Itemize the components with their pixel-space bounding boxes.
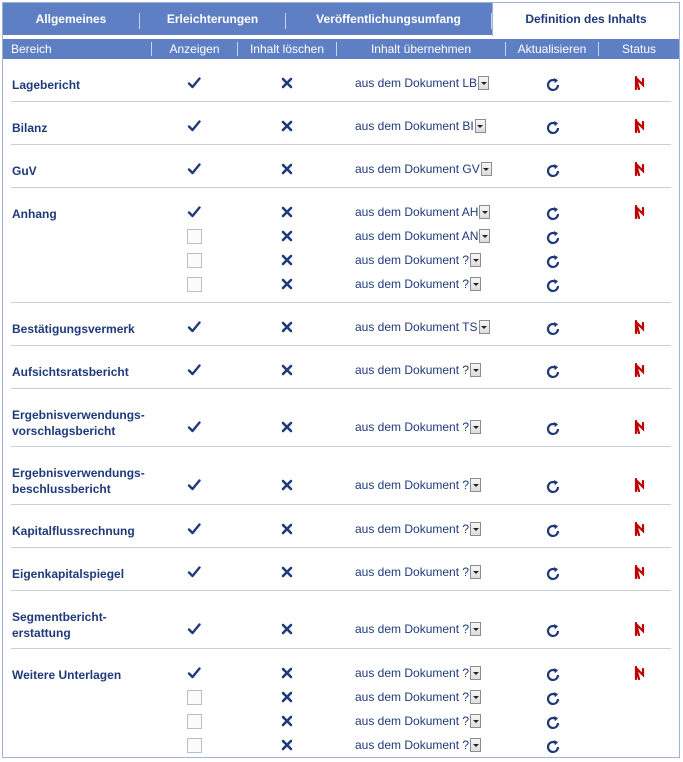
chevron-down-icon[interactable]	[470, 565, 481, 579]
content-source-select[interactable]	[355, 318, 490, 336]
section-label	[12, 120, 47, 136]
delete-content-icon[interactable]	[277, 663, 297, 683]
section-label-line: Segmentbericht-	[12, 610, 107, 624]
delete-content-icon[interactable]	[277, 202, 297, 222]
refresh-icon[interactable]	[543, 737, 563, 757]
checkbox-empty[interactable]	[187, 690, 202, 705]
status-flag-icon	[632, 202, 648, 222]
section-group	[3, 389, 679, 447]
delete-content-icon[interactable]	[277, 735, 297, 755]
status-flag-icon	[632, 73, 648, 93]
chevron-down-icon[interactable]	[479, 229, 490, 243]
check-icon[interactable]	[184, 73, 204, 93]
chevron-down-icon[interactable]	[470, 478, 481, 492]
refresh-icon[interactable]	[543, 252, 563, 272]
content-source-select[interactable]	[355, 361, 481, 379]
section-label	[12, 465, 145, 497]
refresh-icon[interactable]	[543, 713, 563, 733]
select-value: aus dem Dokument ?	[355, 714, 470, 728]
status-flag-icon	[632, 519, 648, 539]
tab-definition-des-inhalts[interactable]: Definition des Inhalts	[492, 3, 679, 36]
section-label	[12, 407, 145, 439]
delete-content-icon[interactable]	[277, 317, 297, 337]
select-value: aus dem Dokument ?	[355, 738, 470, 752]
check-icon[interactable]	[184, 116, 204, 136]
refresh-icon[interactable]	[543, 204, 563, 224]
select-value: aus dem Dokument TS	[355, 320, 478, 334]
show-checkbox[interactable]	[184, 250, 204, 270]
section-label-line: beschlussbericht	[12, 482, 111, 496]
delete-content-icon[interactable]	[277, 519, 297, 539]
status-flag-icon	[632, 562, 648, 582]
content-source-select[interactable]	[355, 275, 481, 293]
section-group	[3, 346, 679, 389]
check-icon[interactable]	[184, 663, 204, 683]
select-value: aus dem Dokument BI	[355, 119, 474, 133]
check-icon[interactable]	[184, 519, 204, 539]
select-value: aus dem Dokument ?	[355, 478, 470, 492]
content-source-select[interactable]	[355, 664, 481, 682]
section-group	[3, 548, 679, 591]
delete-content-icon[interactable]	[277, 250, 297, 270]
section-label	[12, 566, 124, 582]
content-source-select[interactable]	[355, 520, 481, 538]
column-header-anzeigen: Anzeigen	[169, 42, 220, 56]
section-label	[12, 364, 129, 380]
delete-content-icon[interactable]	[277, 417, 297, 437]
select-value: aus dem Dokument AN	[355, 229, 479, 243]
chevron-down-icon[interactable]	[470, 690, 481, 704]
section-label-line: Eigenkapitalspiegel	[12, 567, 125, 581]
section-group	[3, 447, 679, 505]
section-label-line: Aufsichtsratsbericht	[12, 365, 129, 379]
status-flag-icon	[632, 663, 648, 683]
check-icon[interactable]	[184, 562, 204, 582]
refresh-icon[interactable]	[543, 118, 563, 138]
section-group	[3, 188, 679, 303]
checkbox-empty[interactable]	[187, 714, 202, 729]
section-label-line: vorschlagsbericht	[12, 424, 116, 438]
status-flag-icon	[632, 619, 648, 639]
column-header-row	[3, 39, 679, 59]
refresh-icon[interactable]	[543, 521, 563, 541]
chevron-down-icon[interactable]	[478, 76, 489, 90]
show-checkbox[interactable]	[184, 274, 204, 294]
delete-content-icon[interactable]	[277, 562, 297, 582]
chevron-down-icon[interactable]	[470, 666, 481, 680]
delete-content-icon[interactable]	[277, 360, 297, 380]
delete-content-icon[interactable]	[277, 619, 297, 639]
content-source-select[interactable]	[355, 688, 481, 706]
status-flag-icon	[632, 417, 648, 437]
select-value: aus dem Dokument ?	[355, 522, 470, 536]
chevron-down-icon[interactable]	[479, 205, 490, 219]
delete-content-icon[interactable]	[277, 226, 297, 246]
section-label-line: Ergebnisverwendungs-	[12, 466, 145, 480]
status-flag-icon	[632, 116, 648, 136]
select-value: aus dem Dokument ?	[355, 277, 470, 291]
refresh-icon[interactable]	[543, 665, 563, 685]
section-label	[12, 609, 107, 641]
checkbox-empty[interactable]	[187, 253, 202, 268]
content-source-select[interactable]	[355, 620, 481, 638]
delete-content-icon[interactable]	[277, 116, 297, 136]
chevron-down-icon[interactable]	[475, 119, 486, 133]
content-source-select[interactable]	[355, 117, 486, 135]
section-label-line: Ergebnisverwendungs-	[12, 408, 145, 422]
select-value: aus dem Dokument ?	[355, 253, 470, 267]
tab-erleichterungen[interactable]: Erleichterungen	[166, 12, 259, 26]
section-label-line: Bilanz	[12, 121, 48, 135]
checkbox-empty[interactable]	[187, 277, 202, 292]
select-value: aus dem Dokument ?	[355, 666, 470, 680]
section-label-line: Weitere Unterlagen	[12, 668, 122, 682]
content-source-select[interactable]	[355, 227, 490, 245]
chevron-down-icon[interactable]	[470, 738, 481, 752]
section-group	[3, 591, 679, 649]
chevron-down-icon[interactable]	[470, 253, 481, 267]
delete-content-icon[interactable]	[277, 687, 297, 707]
refresh-icon[interactable]	[543, 419, 563, 439]
select-value: aus dem Dokument GV	[355, 162, 480, 176]
section-label-line: Kapitalflussrechnung	[12, 524, 135, 538]
check-icon[interactable]	[184, 619, 204, 639]
refresh-icon[interactable]	[543, 621, 563, 641]
tab-allgemeines[interactable]: Allgemeines	[35, 12, 107, 26]
refresh-icon[interactable]	[543, 564, 563, 584]
content-source-select[interactable]	[355, 160, 492, 178]
select-value: aus dem Dokument ?	[355, 690, 470, 704]
refresh-icon[interactable]	[543, 319, 563, 339]
column-header-status: Status	[621, 42, 657, 56]
section-label-line: Lagebericht	[12, 78, 81, 92]
chevron-down-icon[interactable]	[470, 522, 481, 536]
column-header-aktualisieren: Aktualisieren	[517, 42, 587, 56]
select-value: aus dem Dokument LB	[355, 76, 478, 90]
chevron-down-icon[interactable]	[470, 714, 481, 728]
refresh-icon[interactable]	[543, 228, 563, 248]
section-label	[12, 523, 135, 539]
show-checkbox[interactable]	[184, 735, 204, 755]
check-icon[interactable]	[184, 475, 204, 495]
content-definition-panel	[2, 2, 680, 758]
checkbox-empty[interactable]	[187, 738, 202, 753]
content-source-select[interactable]	[355, 563, 481, 581]
refresh-icon[interactable]	[543, 362, 563, 382]
section-group	[3, 303, 679, 346]
refresh-icon[interactable]	[543, 75, 563, 95]
chevron-down-icon[interactable]	[470, 363, 481, 377]
section-label	[12, 163, 37, 179]
chevron-down-icon[interactable]	[481, 162, 492, 176]
section-label	[12, 667, 121, 683]
section-label-line: erstattung	[12, 626, 71, 640]
content-source-select[interactable]	[355, 74, 489, 92]
column-header-bereich: Bereich	[11, 42, 52, 56]
delete-content-icon[interactable]	[277, 274, 297, 294]
content-source-select[interactable]	[355, 251, 481, 269]
section-group	[3, 102, 679, 145]
show-checkbox[interactable]	[184, 687, 204, 707]
section-group	[3, 649, 679, 762]
check-icon[interactable]	[184, 360, 204, 380]
delete-content-icon[interactable]	[277, 159, 297, 179]
check-icon[interactable]	[184, 202, 204, 222]
select-value: aus dem Dokument ?	[355, 565, 470, 579]
delete-content-icon[interactable]	[277, 711, 297, 731]
content-source-select[interactable]	[355, 418, 481, 436]
content-source-select[interactable]	[355, 476, 481, 494]
content-source-select[interactable]	[355, 203, 490, 221]
column-header-inhalt-uebernehmen: Inhalt übernehmen	[370, 42, 472, 56]
delete-content-icon[interactable]	[277, 475, 297, 495]
checkbox-empty[interactable]	[187, 229, 202, 244]
chevron-down-icon[interactable]	[470, 277, 481, 291]
section-label	[12, 77, 80, 93]
show-checkbox[interactable]	[184, 711, 204, 731]
content-source-select[interactable]	[355, 712, 481, 730]
section-label	[12, 206, 57, 222]
tab-bar	[3, 3, 679, 36]
tab-veroeffentlichungsumfang[interactable]: Veröffentlichungsumfang	[316, 12, 461, 26]
select-value: aus dem Dokument AH	[355, 205, 479, 219]
chevron-down-icon[interactable]	[470, 420, 481, 434]
delete-content-icon[interactable]	[277, 73, 297, 93]
refresh-icon[interactable]	[543, 276, 563, 296]
status-flag-icon	[632, 475, 648, 495]
section-label	[12, 321, 135, 337]
status-flag-icon	[632, 360, 648, 380]
refresh-icon[interactable]	[543, 161, 563, 181]
status-flag-icon	[632, 159, 648, 179]
check-icon[interactable]	[184, 159, 204, 179]
section-label-line: Anhang	[12, 207, 57, 221]
section-group	[3, 59, 679, 102]
select-value: aus dem Dokument ?	[355, 622, 470, 636]
refresh-icon[interactable]	[543, 477, 563, 497]
show-checkbox[interactable]	[184, 226, 204, 246]
check-icon[interactable]	[184, 417, 204, 437]
section-group	[3, 145, 679, 188]
status-flag-icon	[632, 317, 648, 337]
section-label-line: Bestätigungsvermerk	[12, 322, 135, 336]
content-source-select[interactable]	[355, 736, 481, 754]
section-group	[3, 505, 679, 548]
chevron-down-icon[interactable]	[470, 622, 481, 636]
chevron-down-icon[interactable]	[479, 320, 490, 334]
check-icon[interactable]	[184, 317, 204, 337]
refresh-icon[interactable]	[543, 689, 563, 709]
column-header-inhalt-loeschen: Inhalt löschen	[249, 42, 325, 56]
select-value: aus dem Dokument ?	[355, 420, 470, 434]
select-value: aus dem Dokument ?	[355, 363, 470, 377]
section-label-line: GuV	[12, 164, 37, 178]
